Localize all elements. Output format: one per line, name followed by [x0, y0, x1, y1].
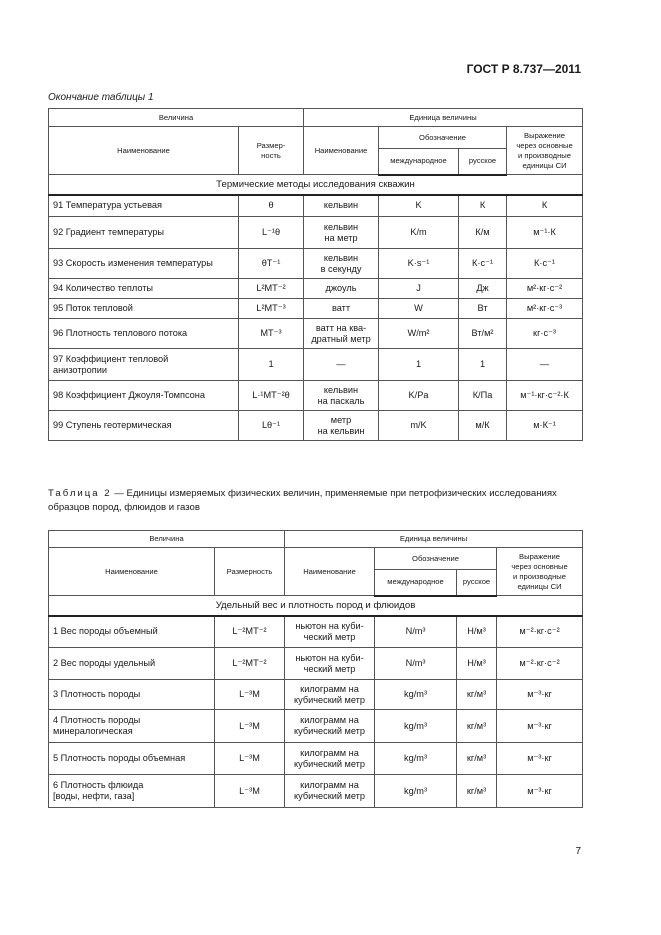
cell-rus: 1: [459, 349, 507, 381]
cell-intl: J: [379, 279, 459, 299]
table2-caption: [48, 487, 582, 515]
cell-dim: L·¹MT⁻²θ: [239, 381, 304, 411]
table1-head-quantity: Величина: [49, 109, 304, 127]
cell-intl: kg/m³: [375, 743, 457, 775]
table-row: [49, 411, 583, 441]
table1-section-title: Термические методы исследования скважин: [49, 175, 583, 195]
cell-name: 95 Поток тепловой: [49, 299, 239, 319]
cell-name: 6 Плотность флюида [воды, нефти, газа]: [49, 775, 215, 808]
cell-dim: θT⁻¹: [239, 249, 304, 279]
cell-expr: кг·с⁻³: [507, 319, 583, 349]
cell-intl: K: [379, 195, 459, 217]
cell-rus: кг/м³: [457, 710, 497, 743]
cell-name: 96 Плотность теплового потока: [49, 319, 239, 349]
cell-name: 4 Плотность породы минералогическая: [49, 710, 215, 743]
cell-rus: Н/м³: [457, 616, 497, 648]
table2-head-name: Наименование: [49, 548, 215, 596]
table2-caption-text: — Единицы измеряемых физических величин, применяемые при петрофизических исследованиях образцов пород, флюидов и газов: [48, 488, 557, 513]
cell-rus: Дж: [459, 279, 507, 299]
table-row: [49, 381, 583, 411]
cell-uname: кельвин на метр: [304, 217, 379, 249]
cell-name: 92 Градиент температуры: [49, 217, 239, 249]
cell-uname: кельвин: [304, 195, 379, 217]
cell-rus: К/м: [459, 217, 507, 249]
table2-head-expression: Выражение через основные и производные единицы СИ: [497, 548, 583, 596]
table2-section-title: Удельный вес и плотность пород и флюидов: [49, 596, 583, 616]
table-row: [49, 775, 583, 808]
cell-name: 2 Вес породы удельный: [49, 648, 215, 680]
cell-name: 91 Температура устьевая: [49, 195, 239, 217]
cell-expr: м⁻³·кг: [497, 680, 583, 710]
cell-rus: Вт/м²: [459, 319, 507, 349]
table1: [48, 108, 583, 441]
table-row: [49, 319, 583, 349]
cell-expr: м⁻²·кг·с⁻²: [497, 616, 583, 648]
table2-head-unit: Единица величины: [285, 531, 583, 548]
cell-dim: L⁻³M: [215, 710, 285, 743]
table1-head-russian: русское: [459, 149, 507, 175]
table2-head-dimension: Размерность: [215, 548, 285, 596]
cell-dim: Lθ⁻¹: [239, 411, 304, 441]
cell-name: 94 Количество теплоты: [49, 279, 239, 299]
cell-uname: килограмм на кубический метр: [285, 775, 375, 808]
table1-head-unit: Единица величины: [304, 109, 583, 127]
cell-dim: L⁻²MT⁻²: [215, 648, 285, 680]
cell-uname: кельвин в секунду: [304, 249, 379, 279]
cell-expr: К·с⁻¹: [507, 249, 583, 279]
table-row: [49, 279, 583, 299]
cell-expr: м⁻³·кг: [497, 743, 583, 775]
cell-intl: W/m²: [379, 319, 459, 349]
cell-dim: L⁻³M: [215, 775, 285, 808]
cell-rus: К/Па: [459, 381, 507, 411]
cell-rus: м/К: [459, 411, 507, 441]
table1-head-name: Наименование: [49, 127, 239, 175]
cell-expr: м⁻³·кг: [497, 710, 583, 743]
cell-uname: ньютон на куби- ческий метр: [285, 616, 375, 648]
cell-intl: K·s⁻¹: [379, 249, 459, 279]
cell-intl: kg/m³: [375, 680, 457, 710]
table1-head-expression: Выражение через основные и производные единицы СИ: [507, 127, 583, 175]
cell-intl: m/K: [379, 411, 459, 441]
cell-uname: ватт: [304, 299, 379, 319]
table-row: [49, 743, 583, 775]
cell-expr: м⁻²·кг·с⁻²: [497, 648, 583, 680]
cell-expr: —: [507, 349, 583, 381]
cell-name: 93 Скорость изменения температуры: [49, 249, 239, 279]
cell-name: 97 Коэффициент тепловой анизотропии: [49, 349, 239, 381]
table1-head-dimension: Размер- ность: [239, 127, 304, 175]
cell-name: 1 Вес породы объемный: [49, 616, 215, 648]
cell-rus: кг/м³: [457, 743, 497, 775]
cell-expr: м⁻³·кг: [497, 775, 583, 808]
cell-dim: θ: [239, 195, 304, 217]
cell-rus: Вт: [459, 299, 507, 319]
cell-dim: L⁻³M: [215, 680, 285, 710]
cell-intl: N/m³: [375, 648, 457, 680]
cell-uname: ньютон на куби- ческий метр: [285, 648, 375, 680]
table-row: [49, 249, 583, 279]
cell-intl: K/m: [379, 217, 459, 249]
table-row: [49, 710, 583, 743]
table-row: [49, 616, 583, 648]
cell-uname: джоуль: [304, 279, 379, 299]
cell-expr: м²·кг·с⁻²: [507, 279, 583, 299]
cell-rus: К·с⁻¹: [459, 249, 507, 279]
cell-name: 98 Коэффициент Джоуля-Томпсона: [49, 381, 239, 411]
cell-rus: К: [459, 195, 507, 217]
cell-intl: K/Pa: [379, 381, 459, 411]
cell-expr: м·К⁻¹: [507, 411, 583, 441]
cell-uname: килограмм на кубический метр: [285, 743, 375, 775]
cell-rus: кг/м³: [457, 680, 497, 710]
cell-expr: м⁻¹·кг·с⁻²·К: [507, 381, 583, 411]
cell-expr: м²·кг·с⁻³: [507, 299, 583, 319]
table-row: [49, 349, 583, 381]
page-number: 7: [575, 846, 581, 857]
cell-uname: килограмм на кубический метр: [285, 710, 375, 743]
cell-name: 3 Плотность породы: [49, 680, 215, 710]
table1-caption: Окончание таблицы 1: [48, 92, 154, 103]
cell-expr: К: [507, 195, 583, 217]
table1-head-unit-name: Наименование: [304, 127, 379, 175]
table-row: [49, 217, 583, 249]
cell-intl: N/m³: [375, 616, 457, 648]
cell-dim: L²MT⁻³: [239, 299, 304, 319]
cell-name: 5 Плотность породы объемная: [49, 743, 215, 775]
cell-intl: kg/m³: [375, 710, 457, 743]
table-row: [49, 299, 583, 319]
table-row: [49, 195, 583, 217]
cell-intl: kg/m³: [375, 775, 457, 808]
table2-head-international: международное: [375, 570, 457, 596]
cell-uname: килограмм на кубический метр: [285, 680, 375, 710]
table2-head-designation: Обозначение: [375, 548, 497, 570]
cell-name: 99 Ступень геотермическая: [49, 411, 239, 441]
cell-intl: 1: [379, 349, 459, 381]
cell-rus: Н/м³: [457, 648, 497, 680]
cell-uname: —: [304, 349, 379, 381]
table1-head-international: международное: [379, 149, 459, 175]
cell-uname: ватт на ква- дратный метр: [304, 319, 379, 349]
table-row: [49, 680, 583, 710]
table-row: [49, 648, 583, 680]
cell-uname: метр на кельвин: [304, 411, 379, 441]
table2-head-quantity: Величина: [49, 531, 285, 548]
cell-intl: W: [379, 299, 459, 319]
cell-dim: L⁻²MT⁻²: [215, 616, 285, 648]
cell-dim: L²MT⁻²: [239, 279, 304, 299]
table2: [48, 530, 583, 808]
cell-expr: м⁻¹·К: [507, 217, 583, 249]
table2-head-unit-name: Наименование: [285, 548, 375, 596]
standard-number: ГОСТ Р 8.737—2011: [466, 62, 581, 76]
cell-dim: MT⁻³: [239, 319, 304, 349]
cell-uname: кельвин на паскаль: [304, 381, 379, 411]
cell-dim: L⁻¹θ: [239, 217, 304, 249]
cell-rus: кг/м³: [457, 775, 497, 808]
cell-dim: 1: [239, 349, 304, 381]
table2-caption-label: Таблица 2: [48, 488, 112, 499]
table2-head-russian: русское: [457, 570, 497, 596]
table1-head-designation: Обозначение: [379, 127, 507, 149]
cell-dim: L⁻³M: [215, 743, 285, 775]
